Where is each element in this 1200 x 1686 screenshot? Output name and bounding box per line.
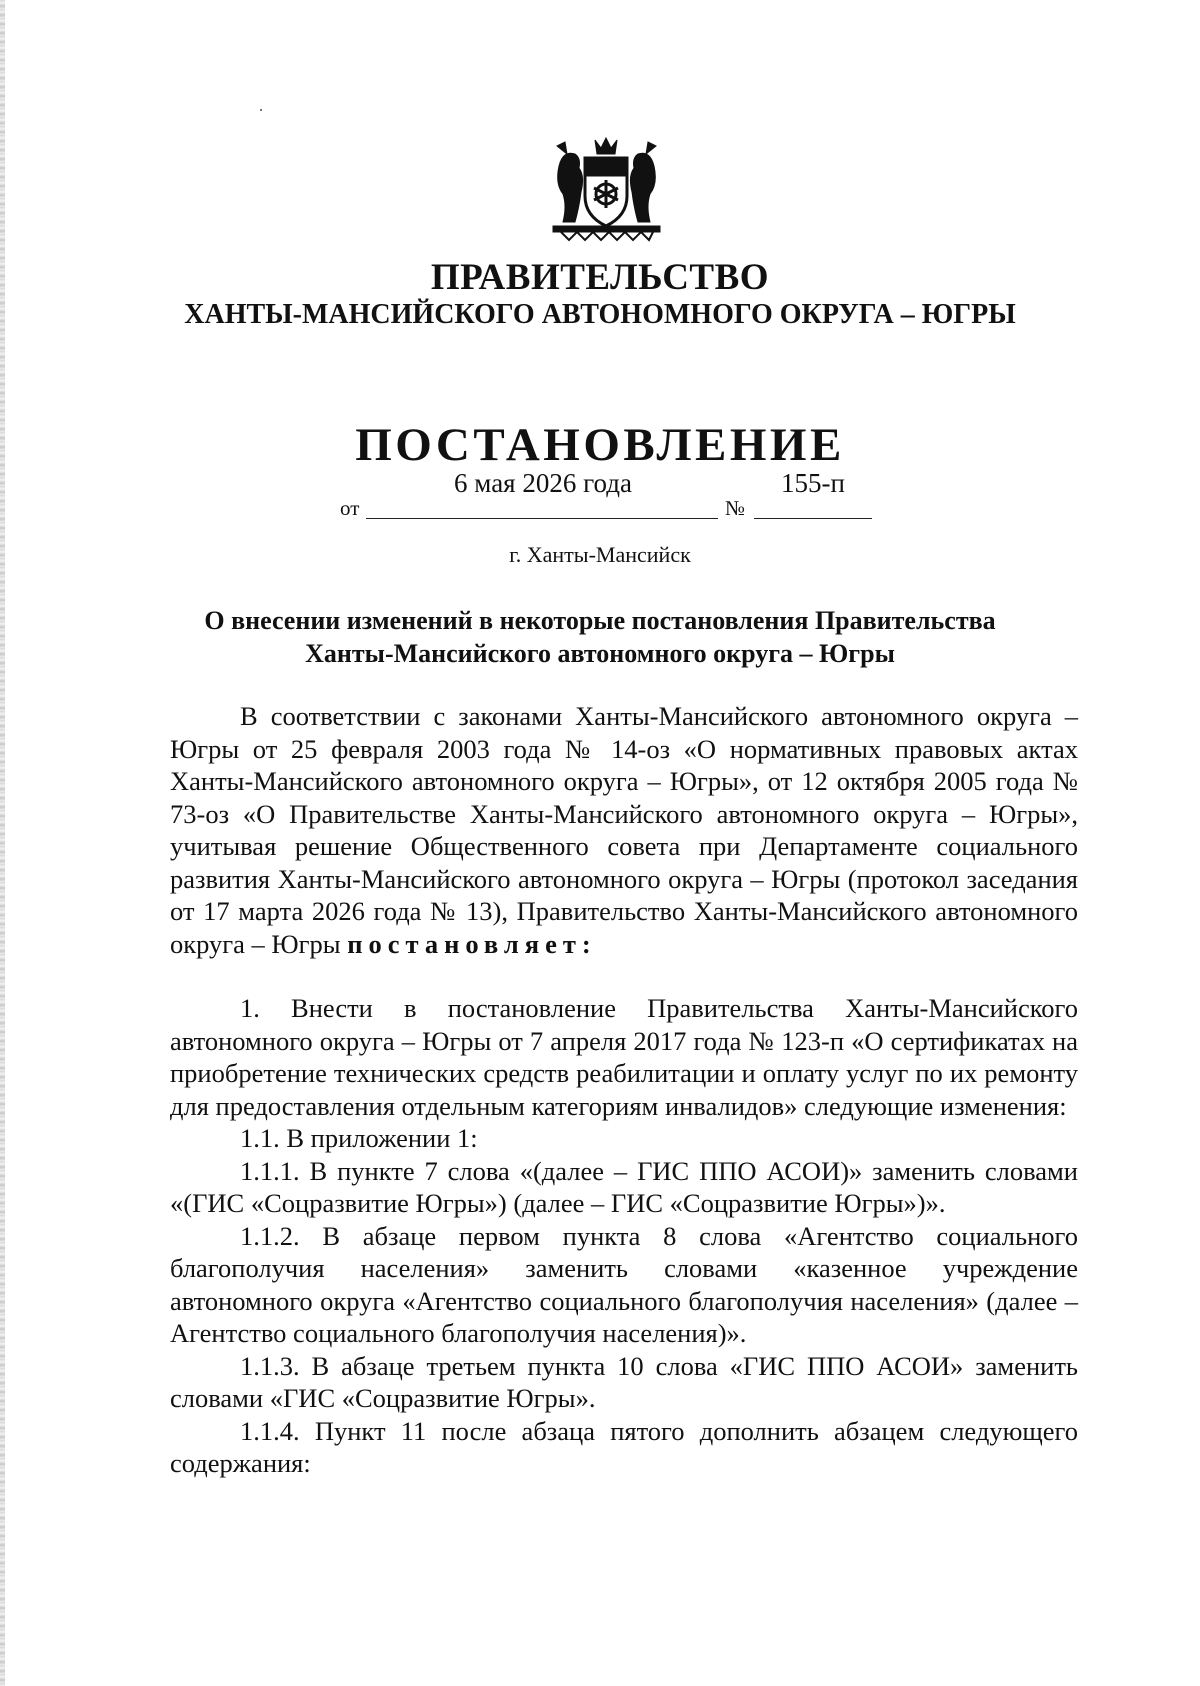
region-title: ХАНТЫ-МАНСИЙСКОГО АВТОНОМНОГО ОКРУГА – ЮГРЫ xyxy=(184,299,1016,330)
item-paragraph: 1.1.3. В абзаце третьем пункта 10 слова «ГИС ППО АСОИ» заменить словами «ГИС «Соцразвитие Югры». xyxy=(170,1350,1078,1413)
number-value: 155-п xyxy=(781,468,845,498)
document-type-title: ПОСТАНОВЛЕНИЕ xyxy=(355,419,845,471)
coat-of-arms-emblem xyxy=(549,136,664,242)
date-label: от xyxy=(340,496,360,520)
item-paragraph: 1. Внести в постановление Правительства Ханты-Мансийского автономного округа – Югры от 7 апреля 2017 года № 123-п «О сертификатах на приобретение технических средств реабилитации и оплату услуг по их ремонту для предоставления отдельным категориям инвалидов» следующие изменения: xyxy=(170,993,1078,1121)
number-underline xyxy=(754,518,872,519)
number-label: № xyxy=(725,496,746,520)
subject-line-1: О внесении изменений в некоторые постановления Правительства xyxy=(204,606,996,635)
document-body xyxy=(170,700,1078,1480)
item-paragraph: 1.1.2. В абзаце первом пункта 8 слова «Агентство социального благополучия населения» заменить словами «казенное учреждение автономного округа «Агентство социального благополучия населения» (далее – Агентство социального благополучия населения)». xyxy=(170,1220,1078,1348)
subject-line-2: Ханты-Мансийского автономного округа – Югры xyxy=(305,639,895,668)
item-paragraph: 1.1.1. В пункте 7 слова «(далее – ГИС ППО АСОИ)» заменить словами «(ГИС «Соцразвитие Югры») (далее – ГИС «Соцразвитие Югры»)». xyxy=(170,1155,1078,1218)
date-underline xyxy=(366,518,718,519)
item-paragraph: 1.1.4. Пункт 11 после абзаца пятого дополнить абзацем следующего содержания: xyxy=(170,1415,1078,1478)
government-title: ПРАВИТЕЛЬСТВО xyxy=(430,257,770,298)
scan-edge xyxy=(0,0,5,1686)
scan-speck xyxy=(260,109,262,111)
date-value: 6 мая 2026 года xyxy=(454,468,632,498)
city-label: г. Ханты-Мансийск xyxy=(509,542,691,567)
preamble-text: В соответствии с законами Ханты-Мансийского автономного округа – Югры от 25 февраля 2003 года № 14-оз «О нормативных правовых актах Ханты-Мансийского автономного округа – Югры», от 12 октября 2005 года № 73-оз «О Правительстве Ханты-Мансийского автономного округа – Югры», учитывая решение Общественного совета при Департаменте социального развития Ханты-Мансийского автономного округа – Югры (протокол заседания от 17 марта 2026 года № 13), Правительство Ханты-Мансийского автономного округа – Югры xyxy=(170,701,1078,959)
subject-title xyxy=(0,604,1200,670)
decree-word: постановляет: xyxy=(347,928,597,959)
date-number-row xyxy=(0,466,1200,526)
item-paragraph: 1.1. В приложении 1: xyxy=(240,1123,478,1153)
preamble-paragraph xyxy=(170,700,1078,960)
